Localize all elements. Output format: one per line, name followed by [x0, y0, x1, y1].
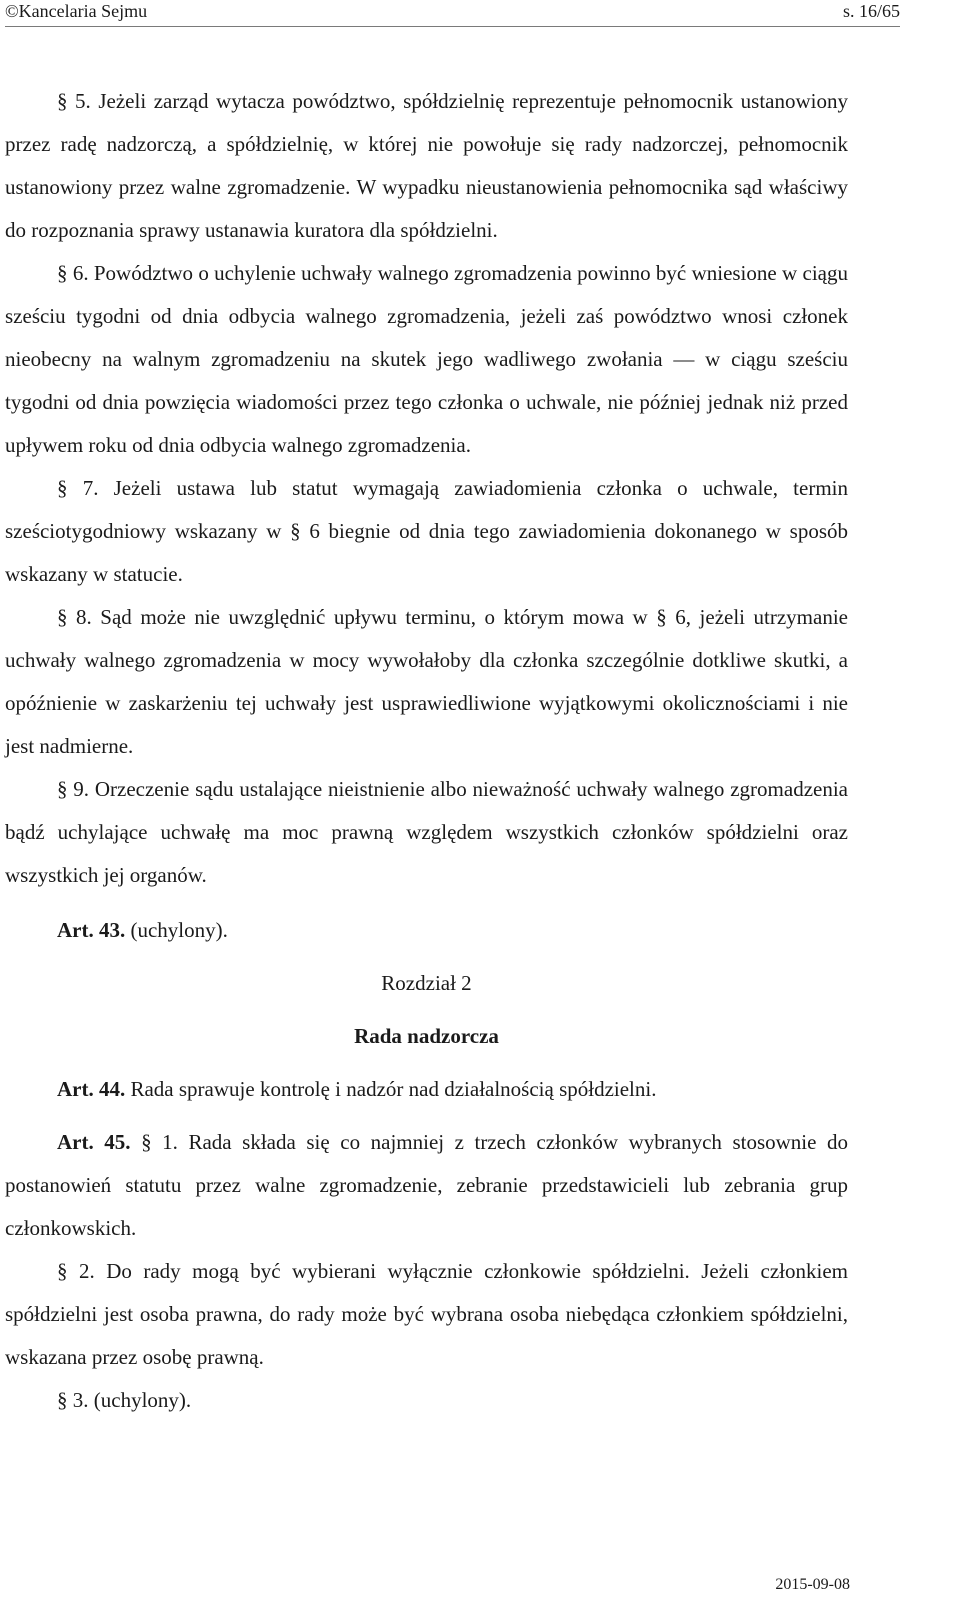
- paragraph-6: § 6. Powództwo o uchylenie uchwały walnego zgromadzenia powinno być wniesione w ciągu sześciu tygodni od dnia odbycia walnego zgromadzenia, jeżeli zaś powództwo wnosi członek nieobecny na walnym zgromadzeniu na skutek jego wadliwego zwołania — w ciągu sześciu tygodni od dnia powzięcia wiadomości przez tego członka o uchwale, nie później jednak niż przed upływem roku od dnia odbycia walnego zgromadzenia.: [5, 261, 848, 457]
- article-44-label: Art. 44.: [57, 1077, 126, 1101]
- chapter-number: Rozdział 2: [381, 971, 472, 995]
- paragraph-8: § 8. Sąd może nie uwzględnić upływu terminu, o którym mowa w § 6, jeżeli utrzymanie uchwały walnego zgromadzenia w mocy wywołałoby dla członka szczególnie dotkliwe skutki, a opóźnienie w zaskarżeniu tej uchwały jest usprawiedliwione wyjątkowymi okolicznościami i nie jest nadmierne.: [5, 605, 848, 758]
- article-43: [5, 909, 848, 952]
- article-43-label: Art. 43.: [57, 918, 126, 942]
- article-44: [5, 1068, 848, 1111]
- article-44-text: Rada sprawuje kontrolę i nadzór nad działalnością spółdzielni.: [125, 1077, 657, 1101]
- paragraph-5: § 5. Jeżeli zarząd wytacza powództwo, spółdzielnię reprezentuje pełnomocnik ustanowiony przez radę nadzorczą, a spółdzielnię, w której nie powołuje się rady nadzorczej, pełnomocnik ustanowiony przez walne zgromadzenie. W wypadku nieustanowienia pełnomocnika sąd właściwy do rozpoznania sprawy ustanawia kuratora dla spółdzielni.: [5, 89, 848, 242]
- page-number: s. 16/65: [842, 1, 900, 21]
- article-45-label: Art. 45.: [57, 1130, 131, 1154]
- header-source: ©Kancelaria Sejmu: [5, 1, 148, 21]
- article-45-paragraph-3: § 3. (uchylony).: [57, 1388, 192, 1412]
- page-header: [5, 0, 900, 27]
- article-45-paragraph-2: § 2. Do rady mogą być wybierani wyłącznie członkowie spółdzielni. Jeżeli członkiem spółdzielni jest osoba prawna, do rady może być wybrana osoba niebędąca członkiem spółdzielni, wskazana przez osobę prawną.: [5, 1259, 848, 1369]
- chapter-title: Rada nadzorcza: [354, 1024, 499, 1048]
- article-43-text: (uchylony).: [125, 918, 228, 942]
- footer-date: 2015-09-08: [775, 1576, 850, 1593]
- article-45-paragraph-1: § 1. Rada składa się co najmniej z trzech członków wybranych stosownie do postanowień statutu przez walne zgromadzenie, zebranie przedstawicieli lub zebrania grup członkowskich.: [5, 1130, 848, 1240]
- paragraph-9: § 9. Orzeczenie sądu ustalające nieistnienie albo nieważność uchwały walnego zgromadzenia bądź uchylające uchwałę ma moc prawną względem wszystkich członków spółdzielni oraz wszystkich jej organów.: [5, 777, 848, 887]
- document-body: [5, 80, 848, 1422]
- article-45: [5, 1121, 848, 1250]
- paragraph-7: § 7. Jeżeli ustawa lub statut wymagają zawiadomienia członka o uchwale, termin sześciotygodniowy wskazany w § 6 biegnie od dnia tego zawiadomienia dokonanego w sposób wskazany w statucie.: [5, 476, 848, 586]
